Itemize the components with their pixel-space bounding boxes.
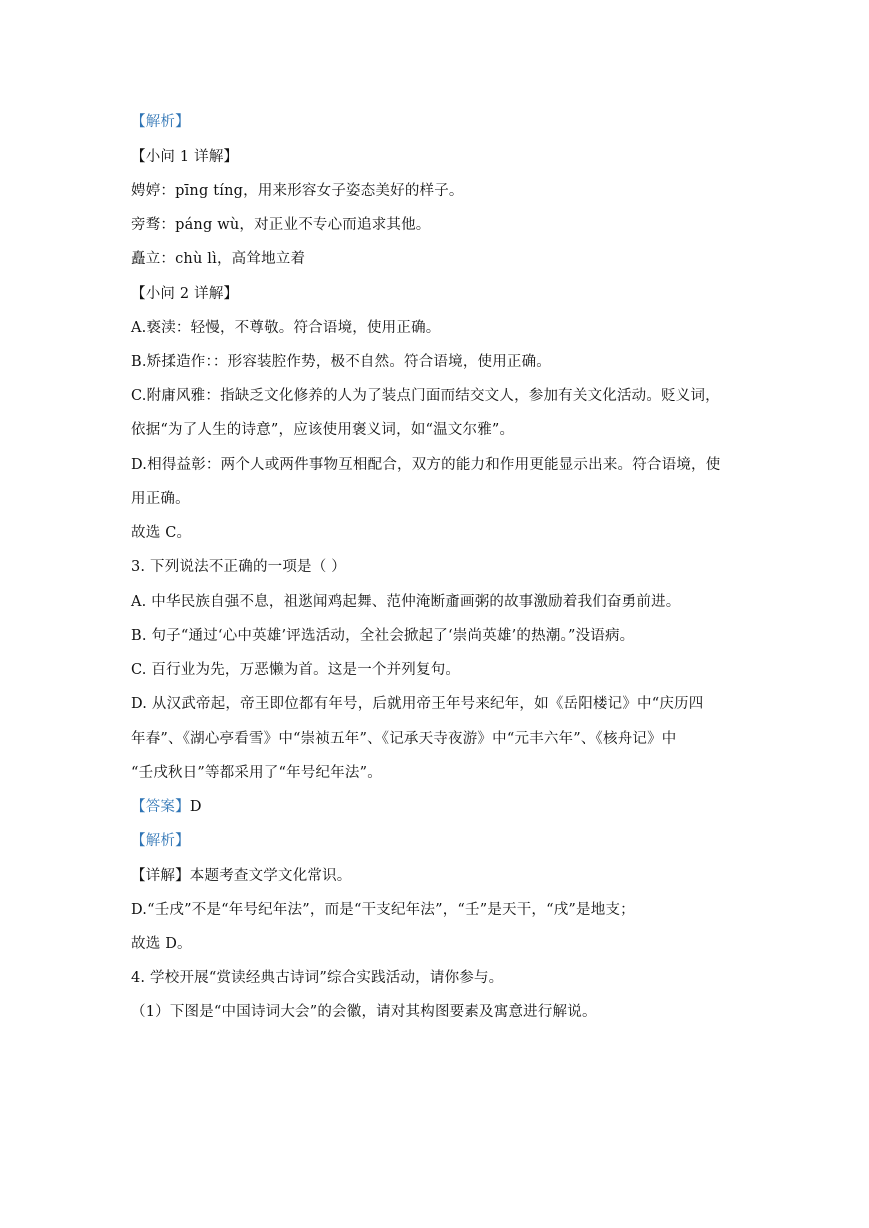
analysis-heading: 【解析】	[131, 833, 190, 849]
detail-explanation: 【详解】本题考查文学文化常识。	[131, 868, 352, 884]
question-3-option-d: D. 从汉武帝起，帝王即位都有年号，后就用帝王年号来纪年，如《岳阳楼记》中“庆历四	[131, 696, 704, 712]
text-line: 依据“为了人生的诗意”，应该使用褒义词，如“温文尔雅”。	[131, 422, 515, 438]
text-line: “壬戌秋日”等都采用了“年号纪年法”。	[131, 765, 382, 781]
choice-conclusion: 故选 D。	[131, 936, 192, 952]
question-3-option-b: B. 句子“通过‘心中英雄’评选活动，全社会掀起了‘崇尚英雄’的热潮。”没语病。	[131, 628, 635, 644]
option-d-explanation: D.相得益彰：两个人或两件事物互相配合，双方的能力和作用更能显示出来。符合语境，使	[131, 457, 721, 473]
answer-line	[131, 797, 741, 817]
choice-conclusion: 故选 C。	[131, 525, 192, 541]
question-3-option-a: A. 中华民族自强不息，祖逖闻鸡起舞、范仲淹断齑画粥的故事激励着我们奋勇前进。	[131, 594, 681, 610]
text-line: 用正确。	[131, 491, 190, 507]
question-3-stem: 3. 下列说法不正确的一项是（ ）	[131, 559, 346, 575]
question-4-stem: 4. 学校开展“赏读经典古诗词”综合实践活动，请你参与。	[131, 970, 504, 986]
question-4-part-1: （1）下图是“中国诗词大会”的会徽，请对其构图要素及寓意进行解说。	[131, 1004, 597, 1020]
text-line: 年春”、《湖心亭看雪》中“崇祯五年”、《记承天寺夜游》中“元丰六年”、《核舟记》中	[131, 731, 677, 747]
sub-question-1-heading: 【小问 1 详解】	[131, 149, 239, 165]
text-line: D.“壬戌”不是“年号纪年法”，而是“干支纪年法”，“壬”是天干，“戌”是地支；	[131, 902, 635, 918]
option-a-explanation: A.亵渎：轻慢，不尊敬。符合语境，使用正确。	[131, 320, 441, 336]
answer-value: D	[189, 799, 202, 815]
text-line: 娉婷：pīng tíng，用来形容女子姿态美好的样子。	[131, 183, 464, 199]
option-c-explanation: C.附庸风雅：指缺乏文化修养的人为了装点门面而结交文人，参加有关文化活动。贬义词，	[131, 388, 720, 404]
option-b-explanation: B.矫揉造作：：形容装腔作势，极不自然。符合语境，使用正确。	[131, 354, 552, 370]
text-line: 旁骛：páng wù，对正业不专心而追求其他。	[131, 217, 431, 233]
question-3-option-c: C. 百行业为先，万恶懒为首。这是一个并列复句。	[131, 662, 461, 678]
analysis-heading: 【解析】	[131, 114, 190, 130]
answer-label: 【答案】	[131, 799, 190, 815]
text-line: 矗立：chù lì，高耸地立着	[131, 251, 306, 267]
sub-question-2-heading: 【小问 2 详解】	[131, 286, 239, 302]
